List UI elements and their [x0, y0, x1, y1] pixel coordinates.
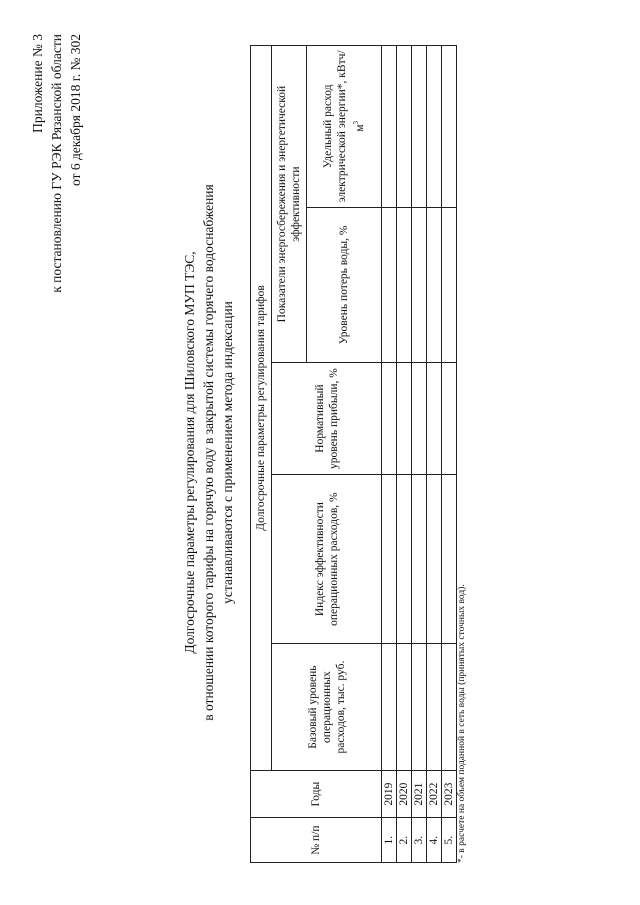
cell-energy	[442, 46, 457, 208]
table-row	[382, 46, 397, 863]
cell-base	[427, 644, 442, 771]
parameters-table	[250, 45, 457, 863]
cell-profit	[412, 363, 427, 475]
header-years: Годы	[251, 770, 382, 817]
header-efficiency: Индекс эффективности операционных расходов, %	[272, 475, 382, 644]
cell-losses	[427, 207, 442, 362]
document-title	[180, 0, 237, 905]
cell-efficiency	[412, 475, 427, 644]
footnote: *- в расчете на объем поданной в сеть воды (принятых сточных вод).	[457, 584, 467, 863]
header-energy-use-sup: 3	[352, 120, 361, 125]
appendix-header	[28, 34, 85, 293]
cell-energy	[427, 46, 442, 208]
cell-profit	[382, 363, 397, 475]
cell-efficiency	[397, 475, 412, 644]
row-year: 2022	[427, 770, 442, 817]
cell-energy	[397, 46, 412, 208]
cell-energy	[382, 46, 397, 208]
row-number: 2.	[397, 818, 412, 863]
cell-base	[412, 644, 427, 771]
row-year: 2023	[442, 770, 457, 817]
cell-efficiency	[382, 475, 397, 644]
table-row	[397, 46, 412, 863]
appendix-date: от 6 декабря 2018 г. № 302	[68, 34, 83, 187]
cell-losses	[382, 207, 397, 362]
row-year: 2021	[412, 770, 427, 817]
table-row	[427, 46, 442, 863]
cell-profit	[397, 363, 412, 475]
row-number: 5.	[442, 818, 457, 863]
cell-efficiency	[442, 475, 457, 644]
header-energy-use-text: Удельный расход электрической энергии*, кВтч/м	[322, 50, 366, 203]
header-group: Долгосрочные параметры регулирования тарифов	[251, 46, 272, 771]
header-number: № п/п	[251, 818, 382, 863]
appendix-resolution: к постановлению ГУ РЭК Рязанской области	[49, 34, 64, 293]
cell-efficiency	[427, 475, 442, 644]
row-number: 4.	[427, 818, 442, 863]
title-line-3: устанавливаются с применением метода индексации	[220, 301, 235, 604]
header-base-level: Базовый уровень операционных расходов, тыс. руб.	[272, 644, 382, 771]
cell-energy	[412, 46, 427, 208]
header-energy-use	[307, 46, 382, 208]
row-year: 2020	[397, 770, 412, 817]
cell-profit	[427, 363, 442, 475]
title-line-2: в отношении которого тарифы на горячую воду в закрытой системы горячего водоснабжения	[201, 184, 216, 721]
row-number: 3.	[412, 818, 427, 863]
cell-losses	[442, 207, 457, 362]
title-line-1: Долгосрочные параметры регулирования для Шиловского МУП ТЭС,	[182, 251, 197, 654]
header-losses: Уровень потерь воды, %	[307, 207, 382, 362]
cell-base	[382, 644, 397, 771]
table-row	[442, 46, 457, 863]
row-number: 1.	[382, 818, 397, 863]
cell-losses	[412, 207, 427, 362]
header-energy-group: Показатели энергосбережения и энергетической эффективности	[272, 46, 307, 363]
row-year: 2019	[382, 770, 397, 817]
header-profit: Нормативный уровень прибыли, %	[272, 363, 382, 475]
table-row	[412, 46, 427, 863]
cell-profit	[442, 363, 457, 475]
appendix-number: Приложение № 3	[30, 34, 45, 133]
cell-base	[397, 644, 412, 771]
cell-base	[442, 644, 457, 771]
cell-losses	[397, 207, 412, 362]
